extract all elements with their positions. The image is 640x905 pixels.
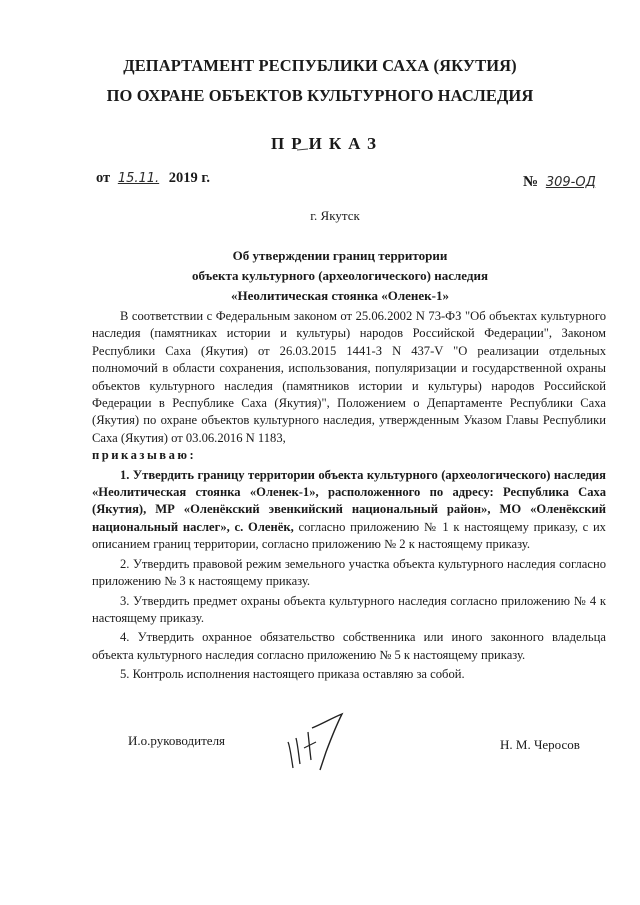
subject-line2: объекта культурного (археологического) наследия [191,268,488,283]
date-suffix: 2019 г. [168,170,210,186]
date-prefix: от [96,170,111,186]
department-title-line1: ДЕПАРТАМЕНТ РЕСПУБЛИКИ САХА (ЯКУТИЯ) [123,56,517,75]
item-1 [92,467,606,554]
order-word: приказываю: [92,448,197,463]
number-handwritten: 309-ОД [545,175,596,190]
item-1-rest: согласно приложению № 1 к настоящему приказу, с их описанием границ территории, согласно приложению № 2 к настоящему приказу. [92,519,606,552]
item-3: 3. Утвердить предмет охраны объекта культурного наследия согласно приложению № 4 к настоящему приказу. [92,593,606,625]
handwritten-signature [282,712,362,772]
item-1-bold: 1. Утвердить границу территории объекта культурного (археологического) наследия «Неолитическая стоянка «Оленек-1», расположенного по адресу: Республика Саха (Якутия), МР «Оленёкский эвенкийский национальный район», МО «Оленёкский национальный наслег», с. Оленёк, [92,467,606,534]
signatory-role: И.о.руководителя [128,733,226,748]
preamble-text: В соответствии с Федеральным законом от 25.06.2002 N 73-ФЗ "Об объектах культурного наследия (памятниках истории и культуры) народов Российской Федерации", Законом Республики Саха (Якутия) от 26.03.2015 1441-З N 437-V "О реализации отдельных полномочий в области сохранения, использования, популяризации и государственной охраны объектов культурного наследия (памятников истории и культуры) народов Российской Федерации в Республике Саха (Якутия)", Положением о Департаменте Республики Саха (Якутия) по охране объектов культурного наследия, утвержденным Указом Главы Республики Саха (Якутия) от 03.06.2016 N 1183, [92,309,606,445]
item-2: 2. Утвердить правовой режим земельного участка объекта культурного наследия согласно приложению № 3 к настоящему приказу. [92,556,606,589]
order-subject [0,246,640,306]
signatory-name: Н. М. Черосов [500,737,580,752]
order-body [92,308,606,684]
subject-line3: «Неолитическая стоянка «Оленек-1» [230,288,450,303]
city: г. Якутск [310,208,360,223]
order-date [96,170,210,187]
item-5: 5. Контроль исполнения настоящего приказа оставляю за собой. [120,667,465,682]
number-prefix: № [523,174,539,190]
date-handwritten: 15.11. [117,171,160,186]
order-word-paragraph [92,447,606,464]
department-title-line2: ПО ОХРАНЕ ОБЪЕКТОВ КУЛЬТУРНОГО НАСЛЕДИЯ [106,86,534,105]
preamble-paragraph [92,308,606,447]
item-4: 4. Утвердить охранное обязательство собственника или иного законного владельца объекта культурного наследия согласно приложению № 5 к настоящему приказу. [92,630,606,662]
order-title: ПРИКАЗ [271,134,383,153]
order-number [523,174,596,191]
subject-line1: Об утверждении границ территории [232,248,448,263]
